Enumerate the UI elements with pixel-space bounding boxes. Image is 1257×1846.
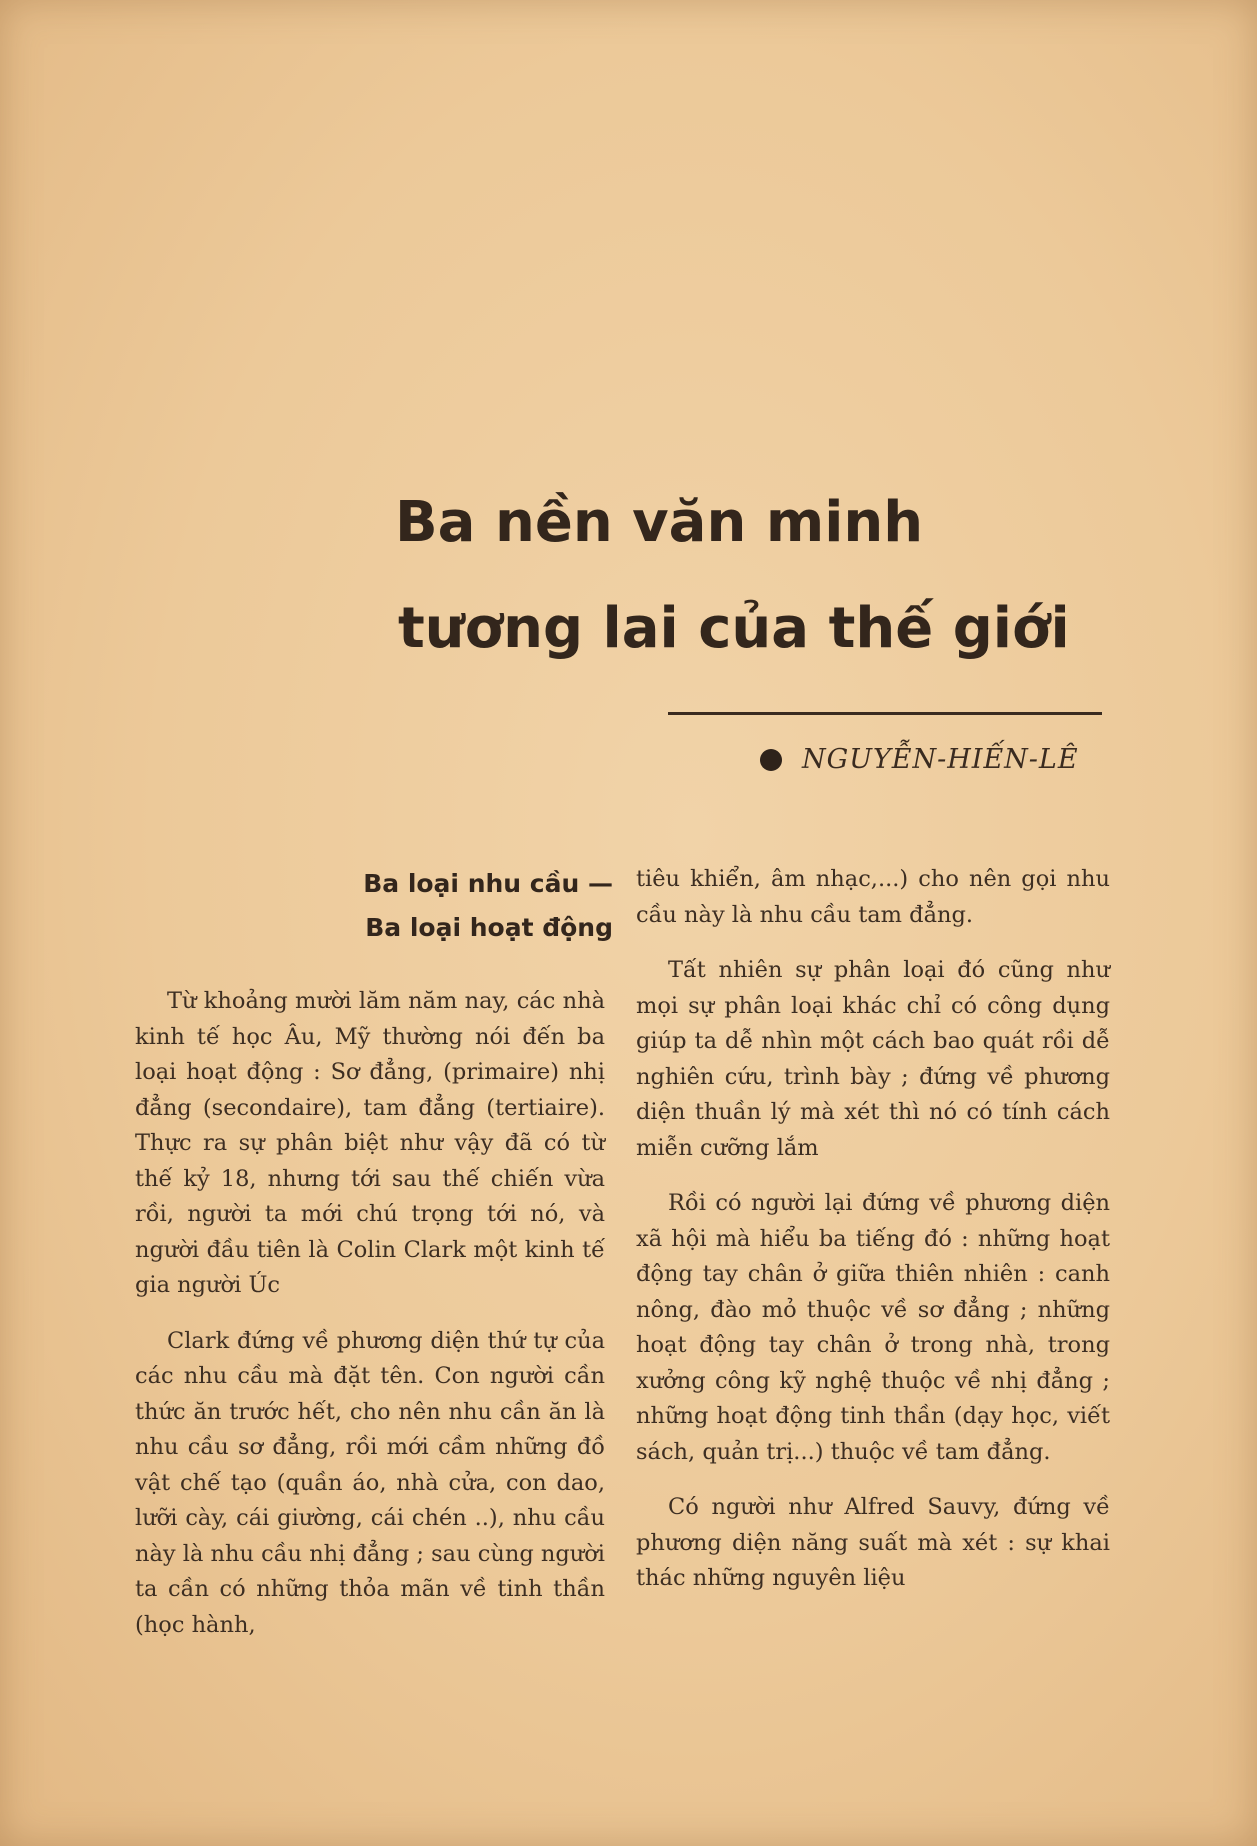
- title-line-1: Ba nền văn minh: [395, 490, 924, 555]
- title-divider: [668, 712, 1102, 715]
- paragraph: Rồi có người lại đứng về phương diện xã hội mà hiểu ba tiếng đó : những hoạt động tay chân ở giữa thiên nhiên : canh nông, đào mỏ thuộc về sơ đẳng ; những hoạt động tay chân ở trong nhà, trong xưởng công kỹ nghệ thuộc về nhị đẳng ; những hoạt động tinh thần (dạy học, viết sách, quản trị...) thuộc về tam đẳng.: [636, 1190, 1110, 1465]
- article-title: [395, 490, 1115, 661]
- paragraph: Từ khoảng mười lăm năm nay, các nhà kinh tế học Âu, Mỹ thường nói đến ba loại hoạt động : Sơ đẳng, (primaire) nhị đẳng (secondaire), tam đẳng (tertiaire). Thực ra sự phân biệt như vậy đã có từ thế kỷ 18, nhưng tới sau thế chiến vừa rồi, người ta mới chú trọng tới nó, và người đầu tiên là Colin Clark một kinh tế gia người Úc: [135, 988, 605, 1298]
- author-name: NGUYỄN-HIẾN-LÊ: [802, 744, 1079, 775]
- title-line-2: tương lai của thế giới: [398, 596, 1070, 661]
- section-heading: [135, 862, 613, 950]
- paragraph: Có người như Alfred Sauvy, đứng về phương diện năng suất mà xét : sự khai thác những nguyên liệu: [636, 1494, 1110, 1591]
- section-heading-line-2: Ba loại hoạt động: [365, 913, 613, 942]
- paragraph: Clark đứng về phương diện thứ tự của các nhu cầu mà đặt tên. Con người cần thức ăn trước hết, cho nên nhu cần ăn là nhu cầu sơ đẳng, rồi mới cầm những đồ vật chế tạo (quần áo, nhà cửa, con dao, lưỡi cày, cái giường, cái chén ..), nhu cầu này là nhu cầu nhị đẳng ; sau cùng người ta cần có những thỏa mãn về tinh thần (học hành,: [135, 1327, 605, 1638]
- bullet-icon: [760, 749, 782, 771]
- section-heading-line-1: Ba loại nhu cầu —: [363, 869, 613, 898]
- left-column: [135, 862, 613, 1663]
- right-column: [636, 862, 1110, 1617]
- paragraph-continued: tiêu khiển, âm nhạc,...) cho nên gọi nhu cầu này là nhu cầu tam đẳng.: [636, 866, 1110, 928]
- paragraph: Tất nhiên sự phân loại đó cũng như mọi sự phân loại khác chỉ có công dụng giúp ta dễ nhìn một cách bao quát rồi dễ nghiên cứu, trình bày ; đứng về phương diện thuần lý mà xét thì nó có tính cách miễn cưỡng lắm: [636, 957, 1110, 1161]
- byline: [760, 744, 1079, 784]
